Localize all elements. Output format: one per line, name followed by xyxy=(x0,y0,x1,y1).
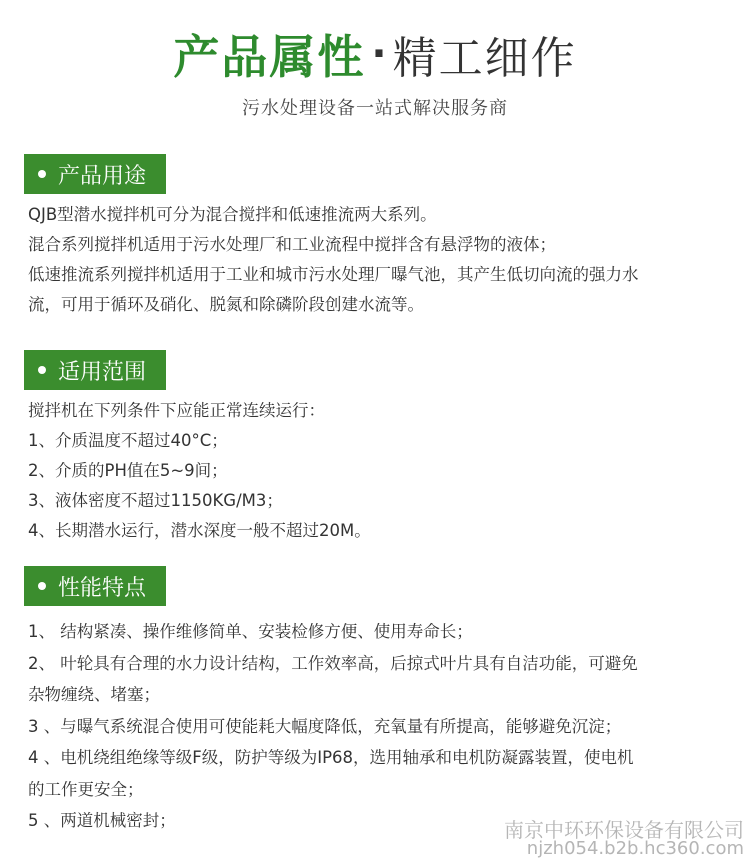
list-item: 的工作更安全； xyxy=(28,779,144,799)
text-line: 流，可用于循环及硝化、脱氮和除磷阶段创建水流等。 xyxy=(28,295,424,314)
list-item: 4、长期潜水运行，潜水深度一般不超过20M。 xyxy=(28,521,371,540)
list-item: 杂物缠绕、堵塞； xyxy=(28,685,160,704)
section-performance-features xyxy=(24,566,734,837)
text-line: QJB型潜水搅拌机可分为混合搅拌和低速推流两大系列。 xyxy=(28,205,437,224)
watermark-url: njzh054.b2b.hc360.com xyxy=(526,838,744,859)
text-line: 混合系列搅拌机适用于污水处理厂和工业流程中搅拌含有悬浮物的液体； xyxy=(28,235,556,254)
section-badge xyxy=(24,154,166,194)
title-separator: · xyxy=(371,31,387,77)
section-body xyxy=(28,396,734,546)
text-line: 搅拌机在下列条件下应能正常连续运行： xyxy=(28,401,325,420)
section-badge-label: 性能特点 xyxy=(58,575,147,601)
list-item: 1、 结构紧凑、操作维修简单、安装检修方便、使用寿命长； xyxy=(28,622,473,641)
list-item: 4 、电机绕组绝缘等级F级，防护等级为IP68，选用轴承和电机防凝露装置，使电机 xyxy=(28,748,634,767)
page-subtitle: 污水处理设备一站式解决服务商 xyxy=(242,98,508,119)
watermark-company: 南京中环环保设备有限公司 xyxy=(504,818,744,842)
list-item: 3 、与曝气系统混合使用可使能耗大幅度降低，充氧量有所提高，能够避免沉淀； xyxy=(28,716,622,736)
title-highlight: 产品属性 xyxy=(173,30,366,84)
page-header xyxy=(0,22,750,120)
bullet-dot-icon xyxy=(38,366,46,374)
page-title xyxy=(0,22,750,86)
section-application-scope xyxy=(24,350,734,546)
section-badge xyxy=(24,350,166,390)
list-item: 2、介质的PH值在5~9间； xyxy=(28,461,228,480)
section-body xyxy=(28,200,734,320)
bullet-dot-icon xyxy=(38,582,46,590)
bullet-dot-icon xyxy=(38,170,46,178)
list-item: 2、 叶轮具有合理的水力设计结构，工作效率高，后掠式叶片具有自洁功能，可避免 xyxy=(28,653,638,673)
list-item: 1、介质温度不超过40°C； xyxy=(28,431,228,450)
section-product-usage xyxy=(24,154,734,320)
title-main: 精工细作 xyxy=(392,33,577,84)
text-line: 低速推流系列搅拌机适用于工业和城市污水处理厂曝气池，其产生低切向流的强力水 xyxy=(28,265,639,284)
list-item: 3、液体密度不超过1150KG/M3； xyxy=(28,491,283,510)
list-item: 5 、两道机械密封； xyxy=(28,811,176,830)
section-badge-label: 适用范围 xyxy=(58,359,147,385)
section-body xyxy=(28,616,734,837)
section-badge-label: 产品用途 xyxy=(58,163,147,189)
section-badge xyxy=(24,566,166,606)
